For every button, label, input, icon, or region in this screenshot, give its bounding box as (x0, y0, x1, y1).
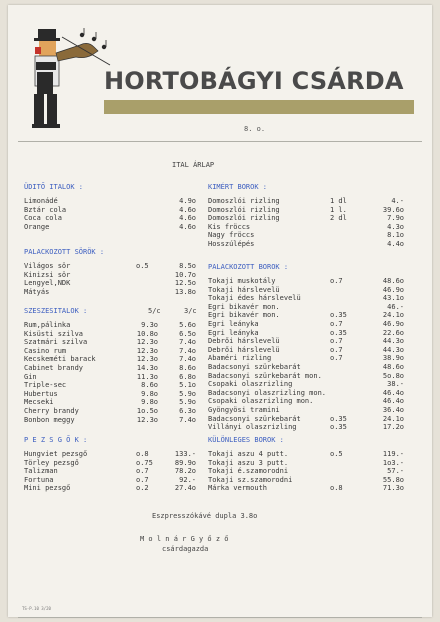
item-price: 4.6o (179, 214, 196, 223)
item-price-5c: 12.3o (136, 338, 158, 347)
item-name: Rum,pálinka (24, 321, 71, 329)
item-name: Hungviet pezsgő (24, 450, 88, 458)
item-price-3c: 5.9o (179, 389, 196, 398)
section-heading: KÜLÖNLEGES BOROK : (208, 436, 284, 444)
item-price: 4.- (391, 197, 404, 205)
item-name: Kis fröccs (208, 222, 251, 231)
item-quantity: o.8 (330, 484, 343, 493)
item-price: 38.- (387, 380, 404, 389)
item-name: Tokaji é.szamorodni (208, 467, 289, 476)
item-quantity: o.7 (330, 277, 343, 285)
brand-bar (104, 100, 414, 114)
item-price-3c: 7.4o (179, 346, 196, 355)
item-name: Mátyás (24, 287, 50, 296)
brand-title: HORTOBÁGYI CSÁRDA (104, 67, 404, 95)
item-name: Bztár cola (24, 205, 67, 214)
item-price-5c: 12.3o (136, 355, 158, 364)
item-name: Kisüsti szilva (24, 329, 84, 338)
item-name: Mecseki (24, 398, 54, 407)
item-name: Debrői hárslevelü (208, 337, 280, 346)
item-name: Debrői hárslevelü (208, 345, 280, 354)
item-quantity: o.75 (136, 458, 153, 467)
item-quantity: o.35 (330, 414, 347, 423)
item-price: 39.6o (382, 205, 404, 214)
item-price: 4.6o (179, 205, 196, 214)
item-price: 4.3o (387, 222, 404, 231)
item-name: Egri bikavér mon. (208, 302, 280, 311)
item-price: 27.4o (174, 484, 196, 493)
print-code: TS-P.10 3/20 (22, 606, 51, 611)
item-name: Domoszlói rizling (208, 197, 280, 205)
item-price: 4.6o (179, 222, 196, 231)
item-name: Kecskeméti barack (24, 355, 96, 364)
fiddler-logo (22, 27, 112, 147)
item-price: 55.8o (382, 475, 404, 484)
item-quantity: o.5 (330, 450, 343, 458)
item-price-5c: 12.3o (136, 346, 158, 355)
item-price: 4.9o (179, 197, 196, 205)
item-price: 5o.8o (382, 371, 404, 380)
item-price: 133.- (174, 450, 196, 458)
item-price: 8.1o (387, 231, 404, 240)
item-price: 13.8o (174, 287, 196, 296)
item-price: 46.4o (382, 397, 404, 406)
item-price: 119.- (382, 450, 404, 458)
section-heading: P E Z S G Ő K : (24, 436, 88, 444)
item-price-3c: 7.4o (179, 338, 196, 347)
item-price: 46.- (387, 302, 404, 311)
item-price: 44.3o (382, 337, 404, 346)
item-price: 48.6o (382, 363, 404, 371)
item-price-3c: 8.6o (179, 364, 196, 372)
item-name: Csopaki olaszrizling mon. (208, 397, 314, 406)
item-quantity: o.35 (330, 328, 347, 337)
espresso-note: Eszpresszókávé dupla 3.8o (152, 512, 258, 520)
item-name: Domoszlói rizling (208, 214, 280, 223)
item-name: Nagy fröccs (208, 231, 255, 240)
item-name: Badacsonyi olaszrizling mon. (208, 388, 327, 397)
list-title: ITAL ÁRLAP (172, 161, 215, 169)
item-quantity: o.7 (136, 467, 149, 476)
item-price: 38.9o (382, 354, 404, 363)
item-price-5c: 9.3o (141, 321, 158, 329)
signature-name: M o l n á r G y ő z ő (140, 535, 229, 543)
item-quantity: o.35 (330, 423, 347, 432)
item-quantity: o.7 (330, 354, 343, 363)
item-name: Orange (24, 222, 50, 231)
item-name: Egri bikavér mon. (208, 311, 280, 320)
item-price-3c: 7.4o (179, 355, 196, 364)
item-name: Casino rum (24, 346, 67, 355)
item-name: Tokaji aszu 4 putt. (208, 450, 289, 458)
item-price: 46.9o (382, 320, 404, 328)
item-price: 57.- (387, 467, 404, 476)
item-price: 92.- (179, 475, 196, 484)
item-quantity: 1 dl (330, 197, 347, 205)
item-price: 17.2o (382, 423, 404, 432)
item-price: 78.2o (174, 467, 196, 476)
item-name: Törley pezsgő (24, 458, 79, 467)
item-price: 8.5o (179, 262, 196, 270)
item-price: 36.4o (382, 406, 404, 414)
price-list-sheet (8, 5, 432, 617)
item-price: 44.3o (382, 345, 404, 354)
item-name: Hubertus (24, 389, 58, 398)
item-price-5c: 10.8o (136, 329, 158, 338)
section-heading: KIMÉRT BOROK : (208, 183, 268, 191)
page-number: 8. o. (244, 125, 266, 133)
item-name: Gin (24, 372, 37, 381)
item-name: Márka vermouth (208, 484, 268, 493)
item-price-3c: 6.5o (179, 329, 196, 338)
item-price-3c: 5.9o (179, 398, 196, 407)
item-quantity: o.7 (330, 320, 343, 328)
item-name: Badacsonyi szürkebarát (208, 414, 301, 423)
item-price: 89.9o (174, 458, 196, 467)
item-name: Limonádé (24, 197, 58, 205)
item-price-3c: 7.4o (179, 415, 196, 424)
item-name: Cabinet brandy (24, 364, 84, 372)
item-price: 12.5o (174, 279, 196, 288)
item-name: Tokaji aszu 3 putt. (208, 458, 289, 467)
section-heading: ÜDITŐ ITALOK : (24, 183, 84, 191)
item-name: Hosszúlépés (208, 240, 255, 248)
item-quantity: o.2 (136, 484, 149, 493)
item-name: Tokaji hárslevelü (208, 285, 280, 294)
item-name: Kinizsi sör (24, 270, 71, 279)
item-name: Mini pezsgő (24, 484, 71, 493)
item-price-5c: 1o.5o (136, 407, 158, 415)
column-head-5c: 5/c (148, 307, 161, 315)
item-quantity: o.5 (136, 262, 149, 270)
item-name: Lengyel,NDK (24, 279, 71, 288)
item-name: Tokaji sz.szamorodni (208, 475, 293, 484)
item-price: 48.6o (382, 277, 404, 285)
item-price: 1o3.- (382, 458, 404, 467)
item-name: Csopaki olaszrizling (208, 380, 293, 389)
item-name: Talizman (24, 467, 58, 476)
item-price: 71.3o (382, 484, 404, 493)
item-name: Coca cola (24, 214, 62, 223)
item-price: 4.4o (387, 240, 404, 248)
item-price: 22.6o (382, 328, 404, 337)
item-name: Abaméri rizling (208, 354, 272, 363)
item-price: 43.1o (382, 294, 404, 303)
item-quantity: 2 dl (330, 214, 347, 223)
item-name: Szatmári szilva (24, 338, 88, 347)
section-heading: PALACKOZOTT SÖRÖK : (24, 248, 105, 256)
item-name: Badacsonyi szürkebarát (208, 363, 301, 371)
item-price: 24.1o (382, 311, 404, 320)
item-name: Egri leányka (208, 328, 259, 337)
item-name: Domoszlói rizling (208, 205, 280, 214)
item-quantity: o.7 (136, 475, 149, 484)
item-name: Tokaji édes hárslevelü (208, 294, 301, 303)
item-quantity: 1 l. (330, 205, 347, 214)
item-price-5c: 8.6o (141, 381, 158, 390)
item-name: Cherry brandy (24, 407, 79, 415)
section-heading: PALACKOZOTT BOROK : (208, 263, 289, 271)
item-name: Gyöngyösi tramini (208, 406, 280, 414)
item-name: Triple-sec (24, 381, 67, 390)
item-price-5c: 12.3o (136, 415, 158, 424)
divider-bottom (18, 617, 422, 618)
item-name: Tokaji muskotály (208, 277, 276, 285)
item-name: Világos sör (24, 262, 71, 270)
item-quantity: o.35 (330, 311, 347, 320)
item-price-5c: 11.3o (136, 372, 158, 381)
item-price-5c: 9.8o (141, 389, 158, 398)
item-price-5c: 14.3o (136, 364, 158, 372)
item-name: Villányi olaszrizling (208, 423, 297, 432)
item-price-3c: 5.6o (179, 321, 196, 329)
item-price: 46.4o (382, 388, 404, 397)
item-name: Egri leányka (208, 320, 259, 328)
item-price: 7.9o (387, 214, 404, 223)
item-name: Fortuna (24, 475, 54, 484)
item-price-3c: 6.3o (179, 407, 196, 415)
item-price-3c: 5.1o (179, 381, 196, 390)
item-quantity: o.7 (330, 337, 343, 346)
column-head-3c: 3/c (184, 307, 197, 315)
item-name: Badacsonyi szürkebarát mon. (208, 371, 322, 380)
divider-top (18, 141, 422, 142)
item-name: Bonbon meggy (24, 415, 75, 424)
signature-role: csárdagazda (162, 545, 209, 553)
item-price-3c: 6.8o (179, 372, 196, 381)
item-price: 46.9o (382, 285, 404, 294)
item-price: 24.1o (382, 414, 404, 423)
section-heading: SZESZESITALOK : (24, 307, 88, 315)
item-price-5c: 9.8o (141, 398, 158, 407)
item-quantity: o.8 (136, 450, 149, 458)
item-price: 10.7o (174, 270, 196, 279)
item-quantity: o.7 (330, 345, 343, 354)
